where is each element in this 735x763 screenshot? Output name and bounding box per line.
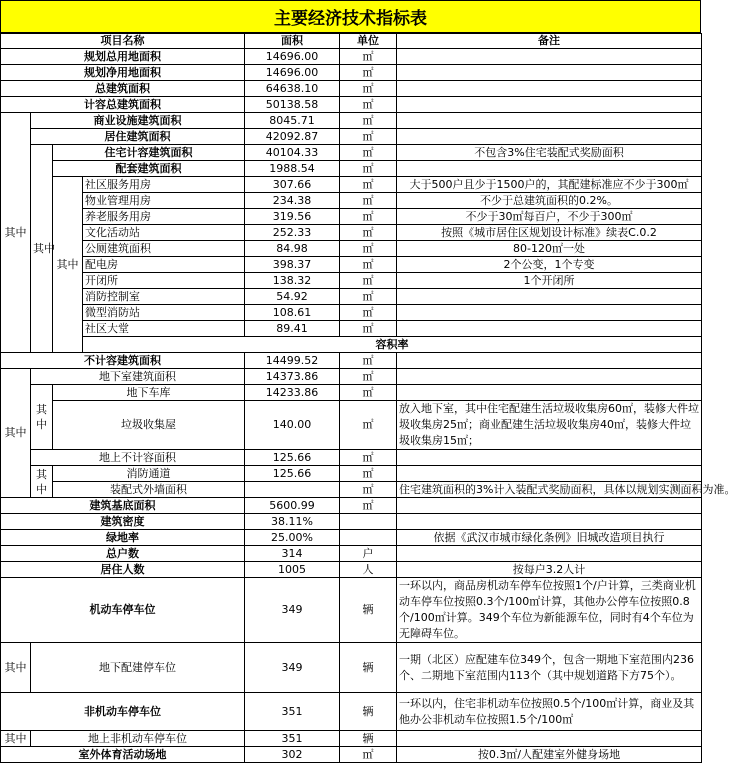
row-name: 建筑密度 xyxy=(1,514,245,530)
row-value: 252.33 xyxy=(245,225,340,241)
row-note xyxy=(397,321,702,337)
row-note xyxy=(397,49,702,65)
row-note xyxy=(397,514,702,530)
table-row xyxy=(1,145,702,161)
row-unit: ㎡ xyxy=(340,113,397,129)
row-value: 314 xyxy=(245,546,340,562)
row-value: 5600.99 xyxy=(245,498,340,514)
qi-char: 其 xyxy=(36,467,47,481)
table-row xyxy=(1,450,702,466)
row-unit: ㎡ xyxy=(340,225,397,241)
row-note xyxy=(397,353,702,369)
table-row xyxy=(1,530,702,546)
row-unit: ㎡ xyxy=(340,161,397,177)
row-unit: ㎡ xyxy=(340,177,397,193)
row-note: 放入地下室，其中住宅配建生活垃圾收集房60㎡，装修大件垃圾收集房25㎡；商业配建生活垃圾收集房40㎡，装修大件垃圾收集房15㎡； xyxy=(397,401,702,450)
group-label-qizhong: 其中 xyxy=(1,643,31,693)
row-value: 349 xyxy=(245,643,340,693)
row-name: 总建筑面积 xyxy=(1,81,245,97)
row-name: 养老服务用房 xyxy=(83,209,245,225)
row-value: 50138.58 xyxy=(245,97,340,113)
row-name: 室外体育活动场地 xyxy=(1,747,245,763)
row-name: 不计容建筑面积 xyxy=(1,353,245,369)
row-note: 依据《武汉市城市绿化条例》旧城改造项目执行 xyxy=(397,530,702,546)
row-unit: ㎡ xyxy=(340,385,397,401)
row-unit: ㎡ xyxy=(340,241,397,257)
table-row xyxy=(1,225,702,241)
row-unit: ㎡ xyxy=(340,466,397,482)
row-note: 一环以内，商品房机动车停车位按照1个/户计算，三类商业机动车停车位按照0.3个/100㎡计算，其他办公停车位按照0.8个/100㎡计算。349个车位为新能源车位，同时有4个车位为无障碍车位。 xyxy=(397,578,702,643)
row-note: 不少于总建筑面积的0.2%。 xyxy=(397,193,702,209)
row-note xyxy=(397,498,702,514)
header-item: 项目名称 xyxy=(1,34,245,49)
row-note: 80-120㎡一处 xyxy=(397,241,702,257)
row-note xyxy=(397,731,702,747)
row-unit: ㎡ xyxy=(340,49,397,65)
row-name: 非机动车停车位 xyxy=(1,693,245,731)
row-unit: ㎡ xyxy=(340,129,397,145)
table-row xyxy=(1,466,702,482)
row-value: 302 xyxy=(245,747,340,763)
group-label-qizhong: 其中 xyxy=(1,731,31,747)
row-name: 地下室建筑面积 xyxy=(31,369,245,385)
table-title: 主要经济技术指标表 xyxy=(0,0,701,33)
table-row xyxy=(1,65,702,81)
row-note xyxy=(397,97,702,113)
row-note: 按照《城市居住区规划设计标准》续表C.0.2 xyxy=(397,225,702,241)
table-row xyxy=(1,578,702,643)
table-row xyxy=(1,209,702,225)
row-unit: ㎡ xyxy=(340,305,397,321)
row-name: 住宅计容建筑面积 xyxy=(53,145,245,161)
row-unit: ㎡ xyxy=(340,65,397,81)
table-row xyxy=(1,482,702,498)
zhong-char: 中 xyxy=(36,418,47,431)
row-note xyxy=(397,161,702,177)
row-note xyxy=(397,385,702,401)
table-row xyxy=(1,289,702,305)
row-unit: ㎡ xyxy=(340,353,397,369)
table-row xyxy=(1,337,702,353)
row-value: 14499.52 xyxy=(245,353,340,369)
row-value: 1988.54 xyxy=(245,161,340,177)
row-value: 89.41 xyxy=(245,321,340,337)
row-unit: 辆 xyxy=(340,578,397,643)
row-unit xyxy=(340,514,397,530)
row-name: 规划净用地面积 xyxy=(1,65,245,81)
row-value: 14696.00 xyxy=(245,65,340,81)
row-name: 公厕建筑面积 xyxy=(83,241,245,257)
row-unit: ㎡ xyxy=(340,321,397,337)
row-note: 2个公变，1个专变 xyxy=(397,257,702,273)
row-value: 1005 xyxy=(245,562,340,578)
row-value: 351 xyxy=(245,731,340,747)
row-note xyxy=(397,289,702,305)
row-name: 机动车停车位 xyxy=(1,578,245,643)
table-row xyxy=(1,385,702,401)
row-note xyxy=(397,65,702,81)
row-note xyxy=(397,369,702,385)
table-row xyxy=(1,401,702,450)
row-note xyxy=(397,305,702,321)
row-unit: 辆 xyxy=(340,693,397,731)
table-row xyxy=(1,498,702,514)
row-unit: ㎡ xyxy=(340,482,397,498)
row-unit: ㎡ xyxy=(340,401,397,450)
header-note: 备注 xyxy=(397,34,702,49)
row-name: 社区服务用房 xyxy=(83,177,245,193)
qi-char: 其 xyxy=(36,403,47,416)
group-label-qizhong: 其中 xyxy=(53,177,83,353)
row-name: 配电房 xyxy=(83,257,245,273)
row-name: 计容总建筑面积 xyxy=(1,97,245,113)
row-value: 14696.00 xyxy=(245,49,340,65)
row-value: 319.56 xyxy=(245,209,340,225)
row-name: 社区大堂 xyxy=(83,321,245,337)
row-name: 文化活动站 xyxy=(83,225,245,241)
row-note: 住宅建筑面积的3%计入装配式奖励面积，具体以规划实测面积为准。 xyxy=(397,482,702,498)
row-value: 138.32 xyxy=(245,273,340,289)
row-unit: 户 xyxy=(340,546,397,562)
table-row xyxy=(1,353,702,369)
row-unit: ㎡ xyxy=(340,145,397,161)
row-name: 容积率 xyxy=(83,337,702,353)
row-note xyxy=(397,546,702,562)
row-value: 25.00% xyxy=(245,530,340,546)
row-note: 不包含3%住宅装配式奖励面积 xyxy=(397,145,702,161)
zhong-char: 中 xyxy=(36,482,47,496)
row-unit: ㎡ xyxy=(340,97,397,113)
row-value: 14233.86 xyxy=(245,385,340,401)
row-unit: ㎡ xyxy=(340,450,397,466)
row-unit: ㎡ xyxy=(340,209,397,225)
group-label-qizhong: 其中 xyxy=(31,145,53,353)
row-unit: ㎡ xyxy=(340,289,397,305)
row-unit: ㎡ xyxy=(340,193,397,209)
row-note xyxy=(397,466,702,482)
table-row xyxy=(1,97,702,113)
table-row xyxy=(1,161,702,177)
row-value: 40104.33 xyxy=(245,145,340,161)
row-unit: 辆 xyxy=(340,731,397,747)
row-value: 84.98 xyxy=(245,241,340,257)
row-name: 地上不计容面积 xyxy=(31,450,245,466)
row-unit: ㎡ xyxy=(340,273,397,289)
table-row xyxy=(1,562,702,578)
row-unit: 人 xyxy=(340,562,397,578)
row-note: 按0.3㎡/人配建室外健身场地 xyxy=(397,747,702,763)
row-name: 建筑基底面积 xyxy=(1,498,245,514)
row-value: 64638.10 xyxy=(245,81,340,97)
row-value: 307.66 xyxy=(245,177,340,193)
table-row xyxy=(1,177,702,193)
table-row xyxy=(1,514,702,530)
row-unit: ㎡ xyxy=(340,257,397,273)
row-name: 绿地率 xyxy=(1,530,245,546)
row-value: 125.66 xyxy=(245,450,340,466)
table-row xyxy=(1,321,702,337)
row-name: 居住建筑面积 xyxy=(31,129,245,145)
indicator-table xyxy=(0,33,735,763)
table-row xyxy=(1,369,702,385)
row-value xyxy=(245,482,340,498)
row-value: 14373.86 xyxy=(245,369,340,385)
row-name: 配套建筑面积 xyxy=(53,161,245,177)
row-value: 42092.87 xyxy=(245,129,340,145)
table-row xyxy=(1,693,702,731)
row-name: 消防通道 xyxy=(53,466,245,482)
header-unit: 单位 xyxy=(340,34,397,49)
row-name: 地下配建停车位 xyxy=(31,643,245,693)
group-label-qizhong: 其中 xyxy=(1,369,31,498)
row-name: 微型消防站 xyxy=(83,305,245,321)
table-row xyxy=(1,257,702,273)
table-row xyxy=(1,747,702,763)
group-label-qizhong: 其中 xyxy=(1,113,31,353)
table-row xyxy=(1,643,702,693)
row-value: 140.00 xyxy=(245,401,340,450)
row-value: 351 xyxy=(245,693,340,731)
row-name: 地上非机动车停车位 xyxy=(31,731,245,747)
row-note: 一环以内，住宅非机动车位按照0.5个/100㎡计算，商业及其他办公非机动车位按照1.5个/100㎡ xyxy=(397,693,702,731)
row-note xyxy=(397,113,702,129)
row-name: 垃圾收集屋 xyxy=(53,401,245,450)
row-unit: ㎡ xyxy=(340,747,397,763)
row-note: 不少于30㎡每百户，不少于300㎡ xyxy=(397,209,702,225)
row-unit: ㎡ xyxy=(340,498,397,514)
row-note: 一期（北区）应配建车位349个，包含一期地下室范围内236个、二期地下室范围内113个（其中规划道路下方75个）。 xyxy=(397,643,702,693)
table-row xyxy=(1,273,702,289)
row-value: 398.37 xyxy=(245,257,340,273)
row-unit xyxy=(340,530,397,546)
row-name: 商业设施建筑面积 xyxy=(31,113,245,129)
row-name: 装配式外墙面积 xyxy=(53,482,245,498)
row-note xyxy=(397,129,702,145)
table-row xyxy=(1,241,702,257)
row-name: 消防控制室 xyxy=(83,289,245,305)
row-name: 居住人数 xyxy=(1,562,245,578)
table-row xyxy=(1,305,702,321)
row-note: 1个开闭所 xyxy=(397,273,702,289)
row-name: 规划总用地面积 xyxy=(1,49,245,65)
table-row xyxy=(1,113,702,129)
row-unit: ㎡ xyxy=(340,369,397,385)
row-value: 234.38 xyxy=(245,193,340,209)
table-row xyxy=(1,129,702,145)
row-note xyxy=(397,81,702,97)
row-note xyxy=(397,450,702,466)
row-note: 大于500户且少于1500户的，其配建标准应不少于300㎡ xyxy=(397,177,702,193)
table-row xyxy=(1,546,702,562)
table-row xyxy=(1,81,702,97)
row-name: 开闭所 xyxy=(83,273,245,289)
row-note: 按每户3.2人计 xyxy=(397,562,702,578)
row-value: 38.11% xyxy=(245,514,340,530)
row-name: 总户数 xyxy=(1,546,245,562)
group-label-qi-zhong xyxy=(31,466,53,498)
row-unit: ㎡ xyxy=(340,81,397,97)
row-value: 108.61 xyxy=(245,305,340,321)
row-value: 54.92 xyxy=(245,289,340,305)
table-header-row xyxy=(1,34,702,49)
header-area: 面积 xyxy=(245,34,340,49)
row-unit: 辆 xyxy=(340,643,397,693)
row-value: 349 xyxy=(245,578,340,643)
table-row xyxy=(1,731,702,747)
table-row xyxy=(1,49,702,65)
row-name: 地下车库 xyxy=(53,385,245,401)
row-value: 125.66 xyxy=(245,466,340,482)
row-name: 物业管理用房 xyxy=(83,193,245,209)
group-label-qi-zhong xyxy=(31,385,53,450)
row-value: 8045.71 xyxy=(245,113,340,129)
table-row xyxy=(1,193,702,209)
